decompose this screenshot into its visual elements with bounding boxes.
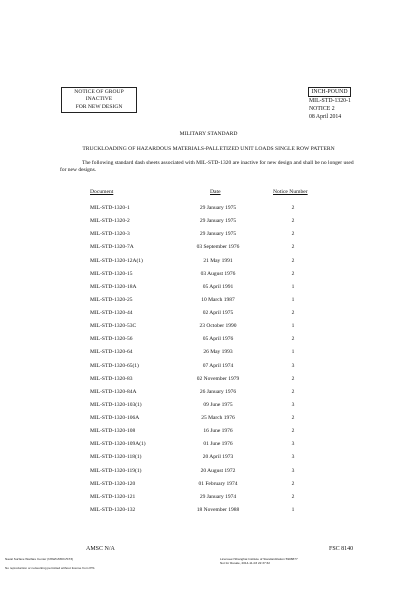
table-row [0, 373, 417, 385]
row-notice-number: 3 [291, 467, 295, 474]
row-document: MIL-STD-1320-12A(1) [90, 257, 143, 264]
row-document: MIL-STD-1320-103(1) [90, 401, 142, 408]
table-row [0, 425, 417, 437]
row-notice-number: 2 [291, 244, 295, 251]
row-document: MIL-STD-1320-56 [90, 336, 133, 343]
row-document: MIL-STD-1320-83 [90, 375, 133, 382]
row-document: MIL-STD-1320-109A(1) [90, 441, 146, 448]
row-date: 26 May 1993 [203, 349, 233, 356]
row-date: 29 January 1975 [199, 218, 237, 225]
fine-print-left-1: Naval Surface Warfare Center (NSWC/MDC/ST3) [5, 557, 74, 561]
row-notice-number: 2 [291, 428, 295, 435]
row-document: MIL-STD-1320-3 [90, 231, 130, 238]
row-document: MIL-STD-1320-118(1) [90, 454, 142, 461]
fsc-label: FSC 8140 [329, 546, 354, 552]
notice-box-line-3: FOR NEW DESIGN [75, 103, 123, 110]
fine-print-right-1: Licensee=Shanghai Institute of Standardization 5908877 [220, 557, 298, 561]
column-header-notice-number: Notice Number [273, 189, 308, 195]
row-document: MIL-STD-1320-64 [90, 349, 133, 356]
table-row [0, 294, 417, 306]
row-date: 10 March 1987 [201, 296, 235, 303]
row-notice-number: 2 [291, 310, 295, 317]
row-notice-number: 3 [291, 401, 295, 408]
notice-box-line-2: INACTIVE [85, 96, 113, 103]
row-notice-number: 2 [291, 270, 295, 277]
intro-paragraph: The following standard dash sheets associated with MIL-STD-1320 are inactive for new design and shall be no longer used for new designs. [60, 160, 354, 174]
row-date: 09 June 1975 [203, 401, 233, 408]
row-document: MIL-STD-1320-53C [90, 323, 137, 330]
row-notice-number: 3 [291, 441, 295, 448]
row-date: 05 April 1976 [202, 336, 234, 343]
row-notice-number: 1 [291, 283, 295, 290]
table-row [0, 255, 417, 267]
row-notice-number: 1 [291, 323, 295, 330]
row-date: 26 January 1976 [199, 388, 237, 395]
table-row [0, 478, 417, 490]
table-row [0, 386, 417, 398]
row-notice-number: 2 [291, 257, 295, 264]
row-document: MIL-STD-1320-44 [90, 310, 133, 317]
fine-print-left-2: No reproduction or networking permitted without license from IHS [5, 566, 95, 570]
row-date: 05 April 1991 [202, 283, 234, 290]
row-notice-number: 1 [291, 296, 295, 303]
row-notice-number: 2 [291, 415, 295, 422]
row-document: MIL-STD-1320-7A [90, 244, 134, 251]
row-date: 03 September 1976 [196, 244, 240, 251]
table-row [0, 333, 417, 345]
row-date: 01 February 1974 [198, 480, 238, 487]
column-header-date: Date [210, 189, 221, 195]
row-document: MIL-STD-1320-2 [90, 218, 130, 225]
notice-of-group-box [61, 87, 137, 113]
column-header-document: Document [90, 189, 114, 195]
row-document: MIL-STD-1320-15 [90, 270, 133, 277]
row-document: MIL-STD-1320-119(1) [90, 467, 142, 474]
table-row [0, 346, 417, 358]
table-row [0, 202, 417, 214]
row-notice-number: 3 [291, 362, 295, 369]
table-row [0, 412, 417, 424]
row-document: MIL-STD-1320-84A [90, 388, 137, 395]
row-document: MIL-STD-1320-121 [90, 493, 136, 500]
document-title: MILITARY STANDARD [179, 131, 238, 137]
row-notice-number: 2 [291, 480, 295, 487]
table-row [0, 504, 417, 516]
row-date: 01 June 1976 [203, 441, 233, 448]
table-row [0, 438, 417, 450]
document-subtitle: TRUCKLOADING OF HAZARDOUS MATERIALS-PALLETIZED UNIT LOADS SINGLE ROW PATTERN [82, 146, 335, 152]
row-notice-number: 2 [291, 205, 295, 211]
table-row [0, 268, 417, 280]
row-date: 20 August 1972 [200, 467, 236, 474]
row-date: 29 January 1974 [199, 493, 237, 500]
row-notice-number: 2 [291, 388, 295, 395]
row-notice-number: 2 [291, 231, 295, 238]
table-row [0, 281, 417, 293]
row-notice-number: 1 [291, 349, 295, 356]
table-row [0, 465, 417, 477]
row-date: 18 November 1988 [196, 506, 240, 513]
table-row [0, 360, 417, 372]
fine-print-right-2: Not for Resale, 2014-11-03 22:37:32 [220, 561, 270, 565]
document-id: MIL-STD-1320-1 [309, 98, 351, 104]
row-date: 29 January 1975 [199, 231, 237, 238]
table-row [0, 491, 417, 503]
row-document: MIL-STD-1320-120 [90, 480, 136, 487]
table-row [0, 241, 417, 253]
row-date: 07 April 1974 [202, 362, 234, 369]
notice-number: NOTICE 2 [309, 106, 335, 112]
row-notice-number: 2 [291, 493, 295, 500]
row-document: MIL-STD-1320-25 [90, 296, 133, 303]
table-row [0, 228, 417, 240]
table-row [0, 451, 417, 463]
row-notice-number: 2 [291, 336, 295, 343]
row-date: 02 April 1975 [202, 310, 234, 317]
row-document: MIL-STD-1320-108 [90, 428, 136, 435]
row-date: 21 May 1991 [203, 257, 233, 264]
row-document: MIL-STD-1320-1 [90, 205, 130, 211]
row-date: 25 March 1976 [201, 415, 235, 422]
row-date: 29 January 1975 [199, 205, 237, 211]
row-date: 02 November 1979 [196, 375, 240, 382]
notice-date: 08 April 2014 [309, 114, 342, 120]
table-row [0, 307, 417, 319]
inch-pound-box: INCH-POUND [308, 87, 351, 97]
row-notice-number: 2 [291, 375, 295, 382]
row-document: MIL-STD-1320-18A [90, 283, 137, 290]
row-document: MIL-STD-1320-106A [90, 415, 140, 422]
row-notice-number: 1 [291, 506, 295, 513]
table-row [0, 215, 417, 227]
row-date: 23 October 1990 [199, 323, 237, 330]
table-row [0, 399, 417, 411]
row-document: MIL-STD-1320-65(1) [90, 362, 139, 369]
notice-box-line-1: NOTICE OF GROUP [74, 89, 124, 95]
row-date: 20 April 1973 [202, 454, 234, 461]
row-notice-number: 3 [291, 454, 295, 461]
row-date: 03 August 1976 [200, 270, 236, 277]
row-document: MIL-STD-1320-132 [90, 506, 136, 513]
table-row [0, 320, 417, 332]
row-notice-number: 2 [291, 218, 295, 225]
amsc-label: AMSC N/A [86, 546, 115, 552]
row-date: 16 June 1976 [203, 428, 233, 435]
